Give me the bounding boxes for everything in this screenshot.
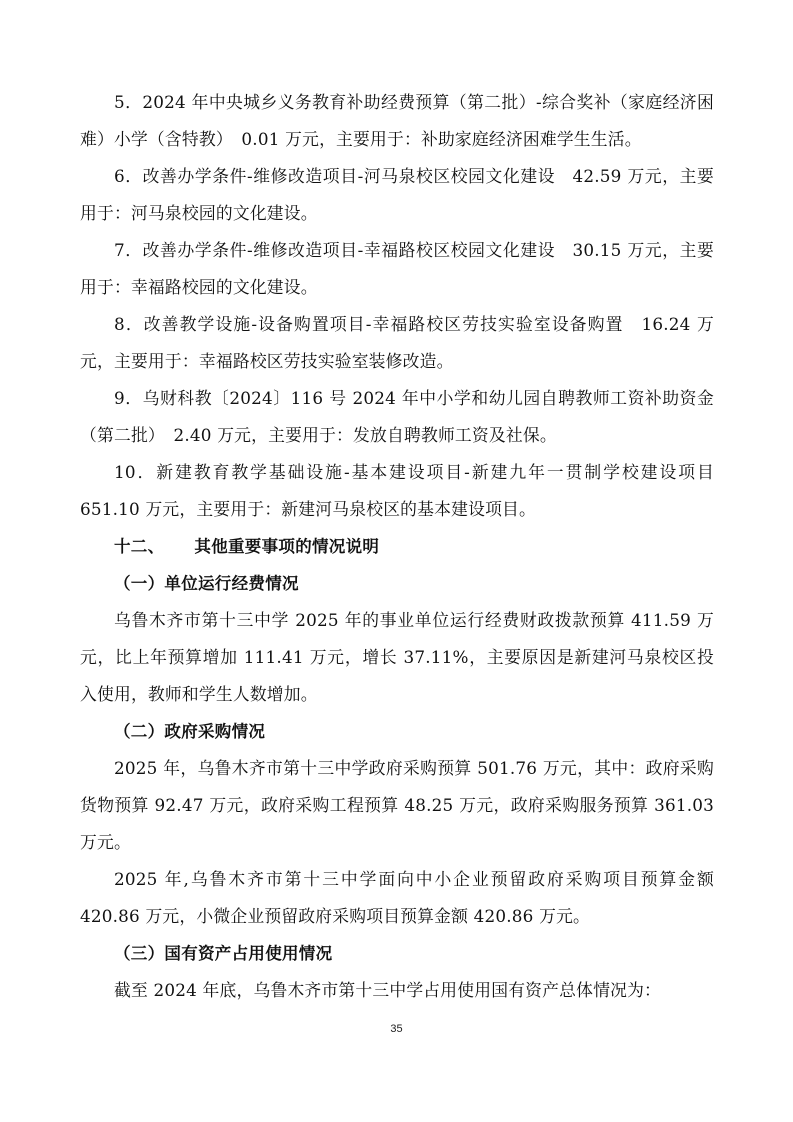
operating-funds-paragraph: 乌鲁木齐市第十三中学 2025 年的事业单位运行经费财政拨款预算 411.59 万元，比上年预算增加 111.41 万元，增长 37.11%，主要原因是新建河马泉校区投入使用，教师和学生人数增加。	[80, 610, 714, 704]
page-content	[80, 84, 714, 1009]
section-heading	[80, 528, 714, 565]
list-item-8: 8．改善教学设施-设备购置项目-幸福路校区劳技实验室设备购置 16.24 万元，主要用于：幸福路校区劳技实验室装修改造。	[80, 314, 714, 371]
list-item-9: 9．乌财科教〔2024〕116 号 2024 年中小学和幼儿园自聘教师工资补助资金（第二批） 2.40 万元，主要用于：发放自聘教师工资及社保。	[80, 388, 714, 445]
list-item-10: 10．新建教育教学基础设施-基本建设项目-新建九年一贯制学校建设项目 651.10 万元，主要用于：新建河马泉校区的基本建设项目。	[80, 462, 714, 519]
procurement-paragraph-2: 2025 年,乌鲁木齐市第十三中学面向中小企业预留政府采购项目预算金额 420.86 万元，小微企业预留政府采购项目预算金额 420.86 万元。	[80, 869, 714, 926]
procurement-paragraph-1: 2025 年，乌鲁木齐市第十三中学政府采购预算 501.76 万元，其中：政府采购货物预算 92.47 万元，政府采购工程预算 48.25 万元，政府采购服务预算 361.03 万元。	[80, 758, 714, 852]
section-title: 其他重要事项的情况说明	[194, 537, 380, 556]
state-assets-paragraph: 截至 2024 年底，乌鲁木齐市第十三中学占用使用国有资产总体情况为：	[114, 980, 662, 1000]
subsection-heading-state-assets: （三）国有资产占用使用情况	[114, 944, 333, 963]
list-item-6: 6．改善办学条件-维修改造项目-河马泉校区校园文化建设 42.59 万元，主要用于：河马泉校园的文化建设。	[80, 166, 714, 223]
subsection-heading-operating-funds: （一）单位运行经费情况	[114, 574, 299, 593]
subsection-heading-procurement: （二）政府采购情况	[114, 722, 266, 741]
page-number: 35	[390, 1023, 403, 1035]
list-item-5: 5．2024 年中央城乡义务教育补助经费预算（第二批）-综合奖补（家庭经济困难）小学（含特教） 0.01 万元，主要用于：补助家庭经济困难学生生活。	[80, 92, 714, 149]
list-item-7: 7．改善办学条件-维修改造项目-幸福路校区校园文化建设 30.15 万元，主要用于：幸福路校园的文化建设。	[80, 240, 714, 297]
section-number: 十二、	[114, 537, 165, 556]
